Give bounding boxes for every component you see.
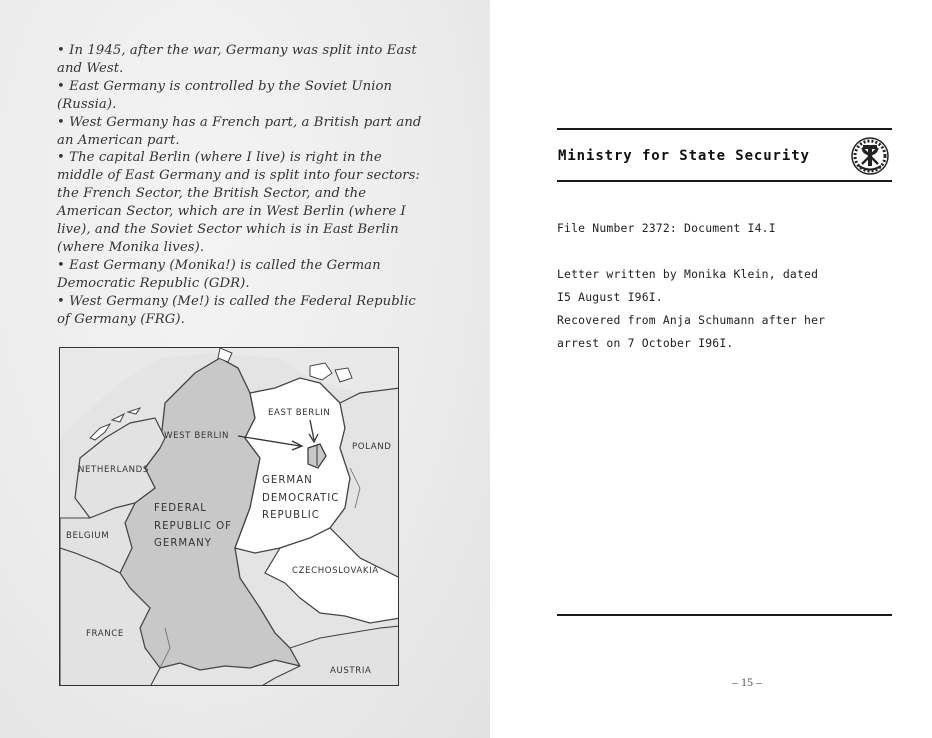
note-item: • The capital Berlin (where I live) is right in the middle of East Germany and is split into four sectors: the French Sector, the British Sector, and the American Sector, which are in West Berlin (where I live), and the Soviet Sector which is in East Berlin (where Monika lives).: [57, 150, 421, 255]
label-poland: POLAND: [352, 442, 392, 452]
gdr-emblem-icon: [849, 136, 891, 176]
note-item: • East Germany is controlled by the Soviet Union (Russia).: [57, 78, 393, 112]
header-top-rule: [557, 128, 892, 130]
right-page: [490, 0, 932, 738]
label-frg: FEDERAL REPUBLIC OF GERMANY: [154, 503, 233, 549]
header-bottom-rule: [557, 180, 892, 182]
note-item: • In 1945, after the war, Germany was split into East and West.: [57, 43, 417, 76]
label-austria: AUSTRIA: [330, 666, 372, 676]
handwritten-notes: [57, 42, 427, 329]
label-belgium: BELGIUM: [66, 531, 110, 541]
ministry-title: Ministry for State Security: [558, 148, 810, 164]
document-line: Recovered from Anja Schumann after her: [557, 313, 826, 327]
file-number: File Number 2372: Document I4.I: [557, 221, 776, 235]
note-item: • West Germany (Me!) is called the Federal Republic of Germany (FRG).: [57, 293, 416, 327]
note-item: • East Germany (Monika!) is called the German Democratic Republic (GDR).: [57, 257, 381, 291]
label-czechoslovakia: CZECHOSLOVAKIA: [292, 566, 379, 576]
label-netherlands: NETHERLANDS: [78, 465, 149, 475]
label-west-berlin: WEST BERLIN: [164, 431, 230, 441]
page-number: – 15 –: [732, 675, 762, 689]
document-line: Letter written by Monika Klein, dated: [557, 267, 819, 281]
label-gdr: GERMAN DEMOCRATIC REPUBLIC: [262, 475, 340, 521]
germany-map: [59, 347, 399, 686]
note-item: • West Germany has a French part, a British part and an American part.: [57, 114, 422, 148]
document-line: I5 August I96I.: [557, 290, 663, 304]
document-line: arrest on 7 October I96I.: [557, 336, 734, 350]
label-east-berlin: EAST BERLIN: [268, 408, 331, 418]
footer-rule: [557, 614, 892, 616]
label-france: FRANCE: [86, 629, 124, 639]
